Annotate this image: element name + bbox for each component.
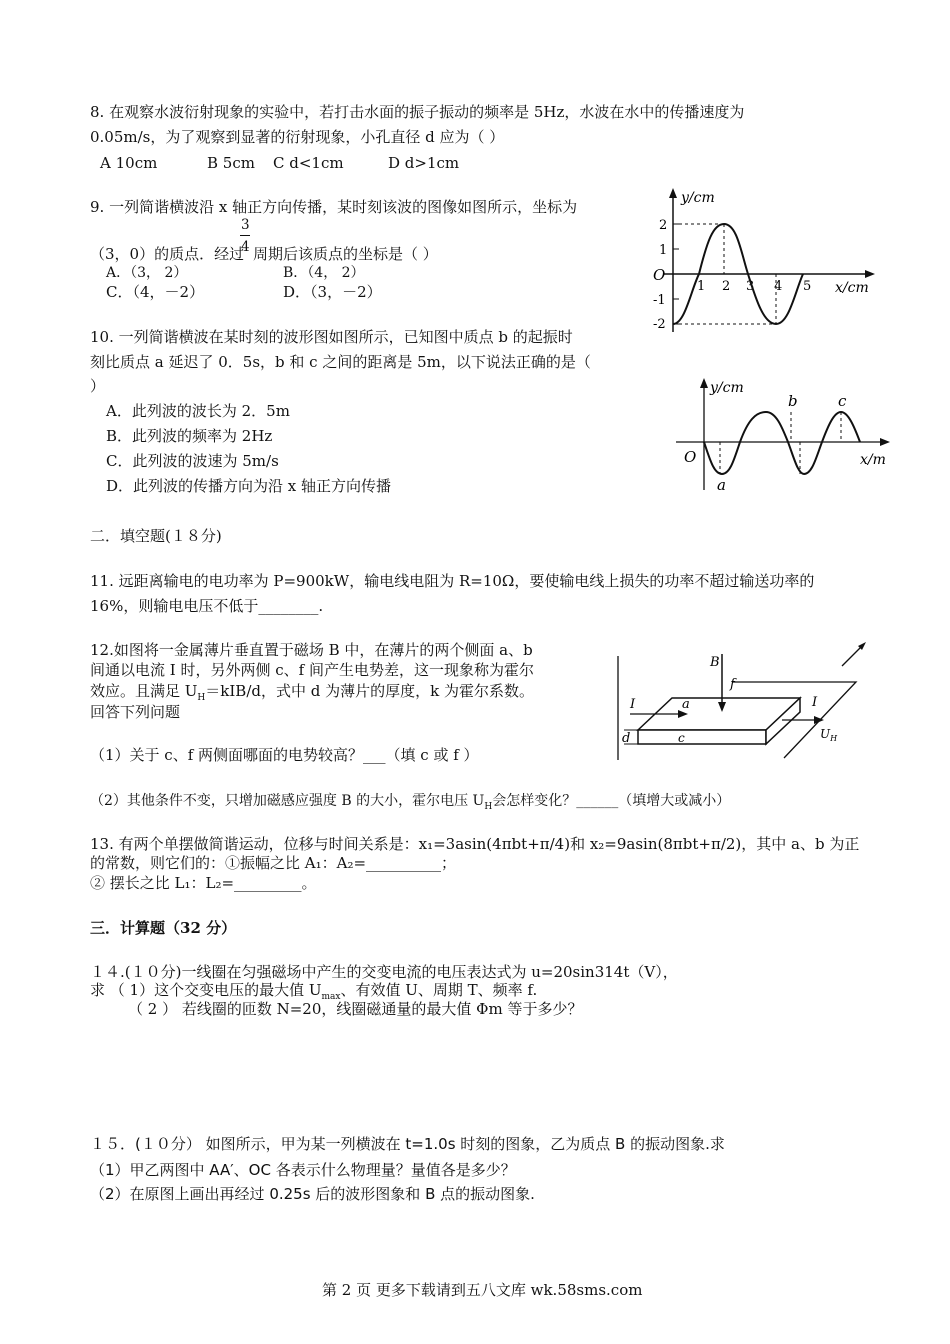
page-footer: 第 2 页 更多下载请到五八文库 wk.58sms.com bbox=[322, 1281, 643, 1299]
q15-line3: （2）在原图上画出再经过 0.25s 后的波形图象和 B 点的振动图象. bbox=[90, 1185, 535, 1203]
q14-line2-text-b: 、有效值 U、周期 T、频率 f. bbox=[340, 981, 538, 999]
q14-line2-sub: max bbox=[321, 992, 341, 1002]
q10-x-label: x/m bbox=[860, 452, 886, 468]
q9-option-c: C．（4，－2） bbox=[106, 283, 205, 301]
q10-wave-graph bbox=[670, 372, 896, 496]
q12-label-B: B bbox=[710, 655, 720, 670]
q9-xtick-4: 4 bbox=[774, 279, 783, 294]
q9-option-b: B．（4， 2） bbox=[283, 265, 365, 281]
q11-line2: 16%，则输电电压不低于________. bbox=[90, 597, 324, 615]
q10-point-b-label: b bbox=[788, 392, 798, 410]
q12-label-d: d bbox=[622, 731, 631, 746]
q9-line2-end: 周期后该质点的坐标是（ ） bbox=[253, 245, 438, 263]
q9-x-arrow bbox=[865, 270, 875, 278]
q9-xtick-1: 1 bbox=[697, 279, 706, 294]
q10-option-b: B．此列波的频率为 2Hz bbox=[106, 427, 273, 445]
q10-y-label: y/cm bbox=[710, 380, 744, 396]
q13-line3: ② 摆长之比 L₁：L₂=_________。 bbox=[90, 874, 317, 892]
q12-sub2-text: （2）其他条件不变，只增加磁感应强度 B 的大小，霍尔电压 U bbox=[90, 793, 485, 809]
q12-label-c: c bbox=[678, 731, 685, 745]
q13-line2: 的常数，则它们的：①振幅之比 A₁：A₂=__________； bbox=[90, 854, 457, 872]
q12-line1: 12.如图将一金属薄片垂直置于磁场 B 中，在薄片的两个侧面 a、b bbox=[90, 641, 533, 659]
q10-option-d: D．此列波的传播方向为沿 x 轴正方向传播 bbox=[106, 477, 392, 495]
q14-line2-text: 求 （ 1）这个交变电压的最大值 U bbox=[90, 981, 322, 999]
section2-title: 二．填空题(１８分) bbox=[90, 527, 222, 545]
q10-option-a: A．此列波的波长为 2．5m bbox=[106, 402, 290, 420]
q10-option-c: C．此列波的波速为 5m/s bbox=[106, 452, 279, 470]
q10-origin-label: O bbox=[684, 448, 697, 466]
q12-line3-text-b: ＝kIB/d，式中 d 为薄片的厚度，k 为霍尔系数。 bbox=[205, 682, 534, 700]
q9-xtick-5: 5 bbox=[803, 279, 812, 294]
section3-title: 三．计算题（32 分） bbox=[90, 919, 237, 937]
q9-ytick-neg1: -1 bbox=[653, 293, 666, 308]
q9-fraction-bar bbox=[240, 235, 250, 236]
q12-plate-front bbox=[638, 730, 766, 744]
q9-origin-label: O bbox=[653, 266, 666, 284]
q14-line1: １４.(１０分)一线圈在匀强磁场中产生的交变电流的电压表达式为 u=20sin314t（V）， bbox=[90, 963, 678, 981]
q10-point-a-label: a bbox=[717, 476, 726, 494]
q9-y-label: y/cm bbox=[681, 190, 715, 206]
q12-label-f: f bbox=[730, 677, 735, 692]
q9-fraction-numerator: 3 bbox=[241, 217, 250, 233]
q12-label-I-left: I bbox=[630, 697, 636, 712]
q9-option-d: D．（3，－2） bbox=[283, 283, 382, 301]
q12-line2: 间通以电流 I 时，另外两侧 c、f 间产生电势差，这一现象称为霍尔 bbox=[90, 661, 534, 679]
q12-label-I-right: I bbox=[812, 695, 818, 710]
q12-sub2 bbox=[90, 792, 730, 817]
q9-fraction-denominator: 4 bbox=[241, 239, 250, 255]
q9-ytick-2: 2 bbox=[659, 218, 668, 233]
q9-ytick-1: 1 bbox=[659, 243, 668, 258]
q9-xtick-3: 3 bbox=[746, 279, 755, 294]
q10-line1: 10. 一列简谐横波在某时刻的波形图如图所示，已知图中质点 b 的起振时 bbox=[90, 328, 573, 346]
q12-label-UH bbox=[820, 727, 838, 743]
q12-line3-text: 效应。且满足 U bbox=[90, 682, 198, 700]
q12-label-UH-main: U bbox=[820, 727, 831, 741]
q12-sub1: （1）关于 c、f 两侧面哪面的电势较高？___（填 c 或 f ） bbox=[90, 746, 479, 764]
q9-xtick-2: 2 bbox=[722, 279, 731, 294]
q12-line4: 回答下列问题 bbox=[90, 703, 181, 721]
q9-ytick-neg2: -2 bbox=[653, 317, 666, 332]
q13-line1: 13. 有两个单摆做简谐运动，位移与时间关系是：x₁=3asin(4πbt+π/4)和 x₂=9asin(8πbt+π/2)，其中 a、b 为正 bbox=[90, 835, 860, 853]
q11-line1: 11. 远距离输电的电功率为 P=900kW，输电线电阻为 R=10Ω，要使输电线上损失的功率不超过输送功率的 bbox=[90, 572, 815, 590]
q12-label-UH-sub: H bbox=[830, 734, 838, 743]
q9-option-a: A．（3， 2） bbox=[106, 265, 188, 281]
q10-line2: 刻比质点 a 延迟了 0．5s，b 和 c 之间的距离是 5m，以下说法正确的是（ bbox=[90, 353, 591, 371]
q8-option-c: C d<1cm bbox=[273, 154, 344, 172]
q9-x-label: x/cm bbox=[835, 280, 869, 296]
q8-option-a: A 10cm bbox=[100, 154, 158, 172]
q9-wave-graph bbox=[645, 182, 885, 342]
q12-sub2-text-b: 会怎样变化？______（填增大或减小） bbox=[492, 793, 731, 809]
q15-line2: （1）甲乙两图中 AA′、OC 各表示什么物理量？量值各是多少？ bbox=[90, 1161, 516, 1179]
q9-line2-start: （3，0）的质点．经过 bbox=[90, 245, 245, 263]
q10-line3: ） bbox=[90, 377, 106, 395]
q12-sub2-sub: H bbox=[484, 801, 493, 812]
q8-line2: 0.05m/s，为了观察到显著的衍射现象，小孔直径 d 应为（ ） bbox=[90, 128, 505, 146]
q12-hall-effect-figure bbox=[612, 640, 880, 766]
q9-line1: 9. 一列简谐横波沿 x 轴正方向传播，某时刻该波的图像如图所示，坐标为 bbox=[90, 198, 578, 216]
q8-line1: 8. 在观察水波衍射现象的实验中，若打击水面的振子振动的频率是 5Hz，水波在水中的传播速度为 bbox=[90, 103, 745, 121]
q12-line3-sub: H bbox=[197, 693, 206, 703]
q8-option-d: D d>1cm bbox=[388, 154, 460, 172]
q10-wave-curve bbox=[704, 412, 860, 474]
q9-y-arrow bbox=[669, 188, 677, 198]
q12-label-a: a bbox=[682, 697, 690, 712]
q8-option-b: B 5cm bbox=[207, 154, 255, 172]
q15-line1: １５．(１０分） 如图所示，甲为某一列横波在 t=1.0s 时刻的图象，乙为质点 B 的振动图象.求 bbox=[90, 1135, 725, 1153]
q14-line3: （ 2 ） 若线圈的匝数 N=20，线圈磁通量的最大值 Φm 等于多少？ bbox=[128, 1000, 583, 1018]
q10-point-c-label: c bbox=[838, 392, 847, 410]
